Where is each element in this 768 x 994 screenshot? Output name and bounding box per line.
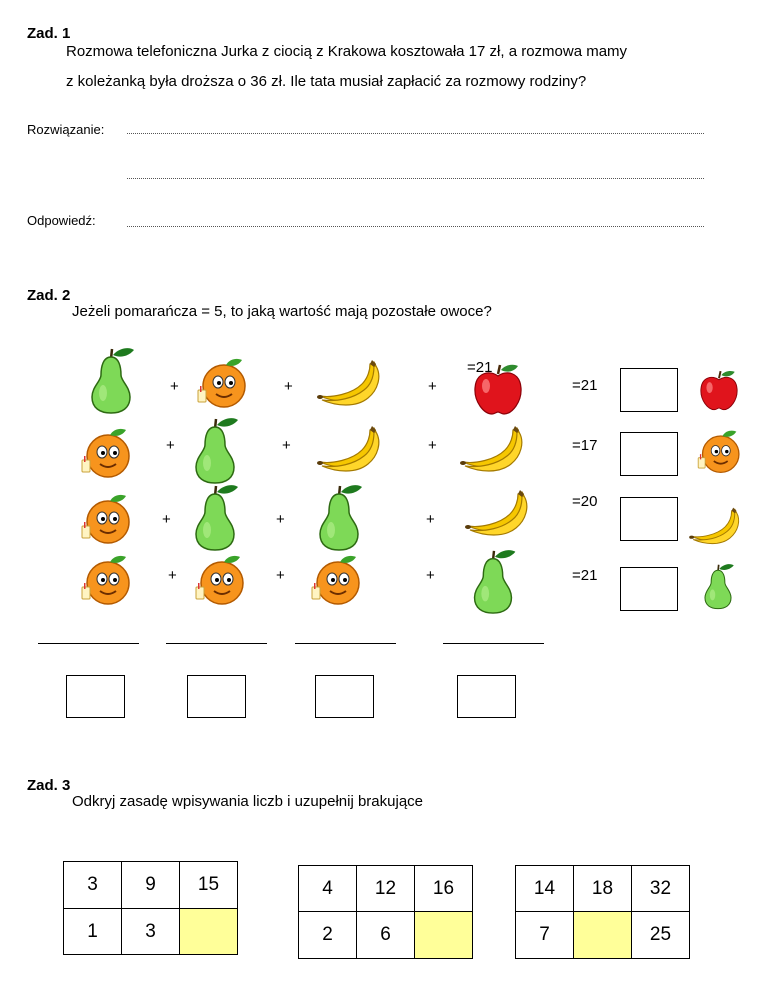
answer-line-1[interactable]	[38, 643, 139, 644]
plus-sign: +	[276, 511, 285, 528]
orange-icon	[190, 553, 250, 608]
banana-icon	[312, 358, 384, 408]
pear-icon	[190, 482, 240, 552]
plus-sign: +	[426, 567, 435, 584]
banana-icon	[312, 424, 384, 474]
number-table-1	[63, 861, 238, 955]
solution-label: Rozwiązanie:	[27, 122, 105, 137]
result-label: =21	[572, 567, 598, 584]
zad1-title: Zad. 1	[27, 25, 71, 42]
plus-sign: +	[166, 437, 175, 454]
answer-box-4[interactable]	[457, 675, 516, 718]
apple-icon	[697, 368, 741, 412]
plus-sign: +	[428, 378, 437, 395]
table-cell: 3	[122, 909, 180, 955]
stray-result-label: =21	[467, 359, 493, 376]
answer-line-4[interactable]	[443, 643, 544, 644]
zad3-title: Zad. 3	[27, 777, 71, 794]
plus-sign: +	[284, 378, 293, 395]
table-cell: 1	[64, 909, 122, 955]
table-cell: 32	[632, 866, 690, 912]
zad3-text: Odkryj zasadę wpisywania liczb i uzupełnij brakujące	[72, 793, 423, 810]
table-cell: 4	[299, 866, 357, 912]
apple-icon	[470, 362, 526, 416]
orange-icon	[192, 356, 252, 411]
answer-box-apple[interactable]	[620, 368, 678, 412]
plus-sign: +	[170, 378, 179, 395]
banana-icon	[460, 488, 532, 538]
zad2-title: Zad. 2	[27, 287, 71, 304]
answer-box-1[interactable]	[66, 675, 125, 718]
pear-icon	[700, 562, 736, 610]
answer-line[interactable]	[127, 226, 704, 227]
table-cell: 6	[357, 912, 415, 959]
table-cell: 2	[299, 912, 357, 959]
answer-label: Odpowiedź:	[27, 213, 96, 228]
number-table-2	[298, 865, 473, 959]
orange-icon	[306, 553, 366, 608]
table-cell: 14	[516, 866, 574, 912]
result-label: =20	[572, 493, 598, 510]
number-table-3	[515, 865, 690, 959]
table-cell: 16	[415, 866, 473, 912]
plus-sign: +	[168, 567, 177, 584]
table-cell: 18	[574, 866, 632, 912]
missing-number-cell[interactable]	[574, 912, 632, 959]
orange-icon	[76, 492, 136, 547]
missing-number-cell[interactable]	[180, 909, 238, 955]
solution-line-2[interactable]	[127, 178, 704, 179]
plus-sign: +	[276, 567, 285, 584]
orange-icon	[76, 553, 136, 608]
table-cell: 25	[632, 912, 690, 959]
pear-icon	[86, 345, 136, 415]
solution-line-1[interactable]	[127, 133, 704, 134]
missing-number-cell[interactable]	[415, 912, 473, 959]
table-cell: 9	[122, 862, 180, 909]
result-label: =17	[572, 437, 598, 454]
answer-box-2[interactable]	[187, 675, 246, 718]
plus-sign: +	[428, 437, 437, 454]
answer-box-pear[interactable]	[620, 567, 678, 611]
plus-sign: +	[282, 437, 291, 454]
banana-icon	[684, 506, 744, 546]
answer-box-3[interactable]	[315, 675, 374, 718]
pear-icon	[190, 415, 240, 485]
answer-box-banana[interactable]	[620, 497, 678, 541]
answer-box-orange[interactable]	[620, 432, 678, 476]
table-cell: 12	[357, 866, 415, 912]
zad1-text-line1: Rozmowa telefoniczna Jurka z ciocią z Krakowa kosztowała 17 zł, a rozmowa mamy	[66, 43, 628, 60]
pear-icon	[314, 482, 364, 552]
table-cell: 15	[180, 862, 238, 909]
pear-icon	[468, 547, 518, 615]
plus-sign: +	[426, 511, 435, 528]
result-label: =21	[572, 377, 598, 394]
table-cell: 7	[516, 912, 574, 959]
plus-sign: +	[162, 511, 171, 528]
orange-icon	[693, 428, 745, 476]
orange-icon	[76, 426, 136, 481]
zad1-text-line2: z koleżanką była droższa o 36 zł. Ile tata musiał zapłacić za rozmowy rodziny?	[66, 73, 587, 90]
answer-line-3[interactable]	[295, 643, 396, 644]
answer-line-2[interactable]	[166, 643, 267, 644]
table-cell: 3	[64, 862, 122, 909]
zad2-text: Jeżeli pomarańcza = 5, to jaką wartość mają pozostałe owoce?	[72, 303, 492, 320]
banana-icon	[455, 424, 527, 474]
